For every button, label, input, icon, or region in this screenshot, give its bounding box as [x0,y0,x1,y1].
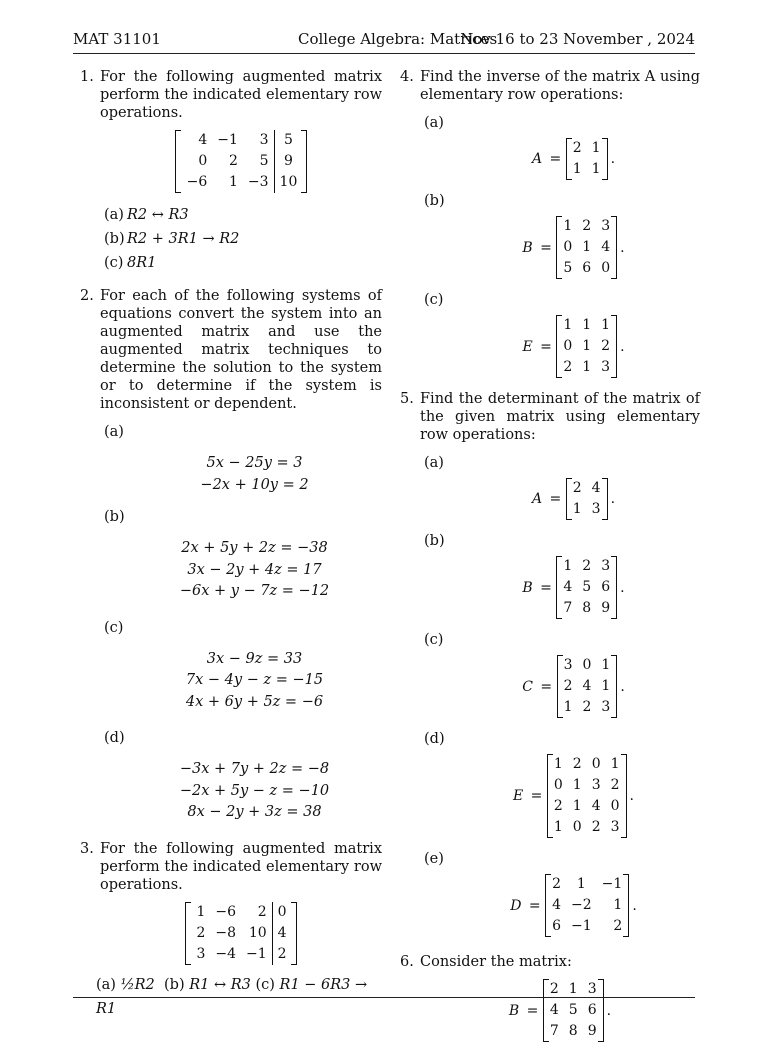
cell: 3 [259,132,269,148]
footer-rule [73,997,695,998]
cell: 2 [601,338,611,354]
item-c [420,291,700,378]
cell: −2 [571,897,592,913]
problem-1 [76,68,382,275]
cell: 1 [568,981,578,997]
matrix: B = 1 2 3 4 5 6 7 8 9 . [447,556,700,619]
problem-text: For the following augmented matrix perform the indicated elementary row operations. [100,840,382,893]
matrix-brackets [556,315,617,378]
problem-3 [76,840,382,1021]
cell: 7 [563,600,573,616]
matrix-name: E [522,338,533,355]
system-c [100,619,382,714]
matrix-brackets [566,478,608,520]
matrix-brackets [185,902,296,965]
cell: 4 [601,239,611,255]
cell: −3 [247,174,269,190]
cell: 10 [274,172,305,193]
cell: 6 [587,1002,597,1018]
cell: 1 [601,678,611,694]
cell: 2 [549,981,559,997]
problem-5 [396,390,700,937]
cell: 1 [601,317,611,333]
cell: 3 [601,699,611,715]
cell: 6 [582,260,592,276]
equation-system [127,759,382,824]
item-label: (b) [104,509,125,525]
problem-text: Consider the matrix: [420,954,572,970]
problem-number: 1. [80,69,94,85]
cell: 4 [582,678,592,694]
problem-number: 3. [80,840,94,857]
item-label: (a) [96,976,116,993]
operation-text: R1 ↔ R3 [189,976,251,993]
equation: −2x + 5y − z = −10 [179,782,330,799]
equation: 2x + 5y + 2z = −38 [181,540,328,556]
cell: 1 [591,161,601,177]
cell: 0 [601,260,611,276]
cell: 5 [563,260,573,276]
operation-b [100,227,382,251]
matrix-table [558,556,615,619]
cell: 2 [552,876,562,892]
matrix-table [187,902,294,965]
matrix-name: E [512,788,524,804]
matrix-name: A [531,491,543,507]
system-a [100,423,382,496]
cell: 5 [582,579,592,595]
cell: 1 [196,903,206,920]
cell: 6 [601,579,611,595]
cell: 3 [601,218,611,234]
cell: 9 [601,600,611,616]
cell: 8 [568,1023,578,1039]
equation: 5x − 25y = 3 [206,455,303,471]
cell: 0 [610,798,620,814]
cell: 2 [582,218,592,234]
cell: 3 [610,819,620,835]
cell: 2 [563,359,573,375]
cell: 7 [549,1023,559,1039]
matrix-name: D [510,897,522,914]
item-label: (a) [424,455,444,471]
augmented-matrix [100,130,382,193]
cell: 0 [553,777,563,793]
cell: 4 [563,579,573,595]
item-label: (d) [104,730,125,746]
cell: 3 [563,657,573,673]
matrix-table [177,130,306,193]
item-a [420,114,700,180]
problem-number: 4. [400,69,414,85]
matrix-brackets [566,138,608,180]
cell: 3 [587,981,597,997]
item-a [420,454,700,520]
cell: 1 [610,756,620,772]
item-label: (a) [424,115,444,131]
item-label: (c) [104,255,124,271]
cell: 0 [563,239,573,255]
left-column [76,68,382,1033]
cell: 9 [587,1023,597,1039]
row-operations [100,203,382,275]
cell: 2 [610,777,620,793]
operation-text: 8R1 [127,255,157,271]
operation-a [100,203,382,227]
cell: 0 [272,902,294,923]
matrix-brackets [545,874,629,937]
cell: 3 [591,777,601,793]
item-label: (b) [104,231,125,247]
item-label: (e) [424,851,444,867]
cell: 1 [553,756,563,772]
cell: 8 [582,600,592,616]
system-b [100,508,382,603]
cell: 1 [613,897,623,913]
course-code: MAT 31101 [73,30,161,48]
matrix-table [559,655,616,718]
cell: 1 [572,501,582,517]
cell: 2 [572,140,582,156]
cell: 1 [601,657,611,673]
cell: 1 [572,777,582,793]
matrix-brackets [556,216,617,279]
cell: 5 [274,130,305,151]
item-label: (c) [255,976,275,993]
cell: 0 [591,756,601,772]
cell: 4 [591,798,601,814]
matrix-name: B [508,1002,520,1019]
item-label: (c) [424,632,444,648]
matrix: A = 2 4 1 3 . [447,478,700,520]
matrix-table [547,874,627,937]
item-b [420,532,700,619]
cell: 3 [196,945,206,962]
right-column [396,68,700,1054]
cell: 9 [274,151,305,172]
equation: 3x − 9z = 33 [206,650,303,667]
item-label: (d) [424,731,445,747]
cell: 1 [572,798,582,814]
problem-text: For each of the following systems of equations convert the system into an augmented matrix and use the augmented matrix techniques to determine the solution to the system or to determine if the system is inconsistent or dependent. [100,288,382,412]
equation: −2x + 10y = 2 [200,476,309,493]
cell: 1 [563,558,573,574]
cell: 0 [572,819,582,835]
operation-text: R1 − 6R3 → R1 [96,976,368,1017]
equation: 4x + 6y + 5z = −6 [185,693,324,710]
matrix-table [549,754,625,838]
equation: 3x − 2y + 4z = 17 [187,561,322,578]
cell: 0 [198,153,208,169]
cell: 3 [601,558,611,574]
cell: 5 [568,1002,578,1018]
cell: 1 [582,338,592,354]
equation: −6x + y − 7z = −12 [179,583,330,599]
matrix: B = 2 1 3 4 5 6 7 8 9 . [420,979,700,1042]
matrix-table [568,478,606,520]
cell: 6 [552,918,562,934]
matrix-name: A [531,151,543,167]
matrix-table [558,315,615,378]
equation-system [127,649,382,714]
cell: 1 [576,876,586,892]
problem-number: 5. [400,391,414,407]
matrix-table [558,216,615,279]
cell: −6 [186,174,208,190]
cell: 0 [582,657,592,673]
cell: 2 [272,944,294,965]
item-label: (a) [104,207,124,223]
matrix: E = 1 2 0 1 0 1 3 2 2 1 4 0 1 0 2 3 . [447,754,700,838]
augmented-matrix [100,902,382,965]
cell: 2 [572,480,582,496]
matrix-name: B [522,579,533,596]
cell: 1 [582,239,592,255]
header-rule [73,53,695,54]
cell: 4 [272,923,294,944]
cell: 2 [591,819,601,835]
cell: 2 [582,558,592,574]
cell: −6 [215,903,236,920]
matrix: A = 2 1 1 1 . [447,138,700,180]
cell: 1 [572,161,582,177]
matrix-brackets [557,655,618,718]
matrix: D = 2 1 −1 4 −2 1 6 −1 2 . [447,874,700,937]
problem-text: Find the determinant of the matrix of the given matrix using elementary row operations: [420,391,700,443]
cell: −1 [601,876,623,892]
operation-c [100,251,382,275]
cell: 1 [563,699,573,715]
matrix: B = 1 2 3 0 1 4 5 6 0 . [447,216,700,279]
matrix-brackets [556,556,617,619]
item-c [420,631,700,718]
cell: 10 [248,924,267,941]
item-label: (c) [104,619,124,636]
problem-number: 6. [400,954,414,970]
matrix-table [568,138,606,180]
cell: 1 [591,140,601,156]
cell: 2 [196,924,206,941]
item-label: (b) [424,533,445,549]
problem-number: 2. [80,288,94,304]
matrix-brackets [547,754,627,838]
matrix-name: B [522,239,533,256]
cell: 2 [563,678,573,694]
equation-system [127,453,382,496]
operation-text: R2 + 3R1 → R2 [127,231,240,247]
operation-text: R2 ↔ R3 [127,207,189,223]
cell: 2 [572,756,582,772]
cell: 2 [553,798,563,814]
matrix-brackets [543,979,604,1042]
cell: 2 [228,153,238,169]
item-e [420,850,700,937]
cell: 2 [582,699,592,715]
cell: 1 [553,819,563,835]
cell: 3 [601,359,611,375]
item-label: (c) [424,292,444,308]
cell: 2 [613,918,623,934]
cell: 3 [591,501,601,517]
cell: 1 [228,174,238,190]
equation-system [127,538,382,603]
cell: 4 [591,480,601,496]
date-range: Nov 16 to 23 November , 2024 [460,30,695,48]
cell: 2 [257,903,267,920]
cell: 4 [549,1002,559,1018]
cell: 4 [198,132,208,148]
equation: 8x − 2y + 3z = 38 [187,804,322,820]
problem-text: Find the inverse of the matrix A using elementary row operations: [420,69,700,103]
cell: −8 [215,924,236,941]
problem-2 [76,287,382,824]
cell: 1 [563,218,573,234]
operation-text: ½R2 [120,976,155,993]
equation: 7x − 4y − z = −15 [185,672,324,688]
cell: −1 [571,918,592,934]
matrix-table [545,979,602,1042]
cell: 1 [582,359,592,375]
matrix: C = 3 0 1 2 4 1 1 2 3 . [447,655,700,718]
cell: −4 [215,945,236,962]
cell: 0 [563,338,573,354]
cell: −1 [246,945,267,962]
system-d [100,729,382,824]
item-d [420,730,700,838]
cell: 5 [259,153,269,169]
equation: −3x + 7y + 2z = −8 [179,761,330,777]
item-label: (b) [164,976,185,993]
item-label: (b) [424,193,445,209]
matrix: E = 1 1 1 0 1 2 2 1 3 . [447,315,700,378]
document-title: College Algebra: Matrices [298,30,498,48]
problem-text: For the following augmented matrix perform the indicated elementary row operations. [100,69,382,121]
matrix-name: C [522,678,533,695]
cell: −1 [217,132,238,148]
item-b [420,192,700,279]
item-label: (a) [104,424,124,440]
cell: 1 [582,317,592,333]
cell: 4 [552,897,562,913]
problem-4 [396,68,700,378]
cell: 1 [563,317,573,333]
matrix-brackets [175,130,308,193]
